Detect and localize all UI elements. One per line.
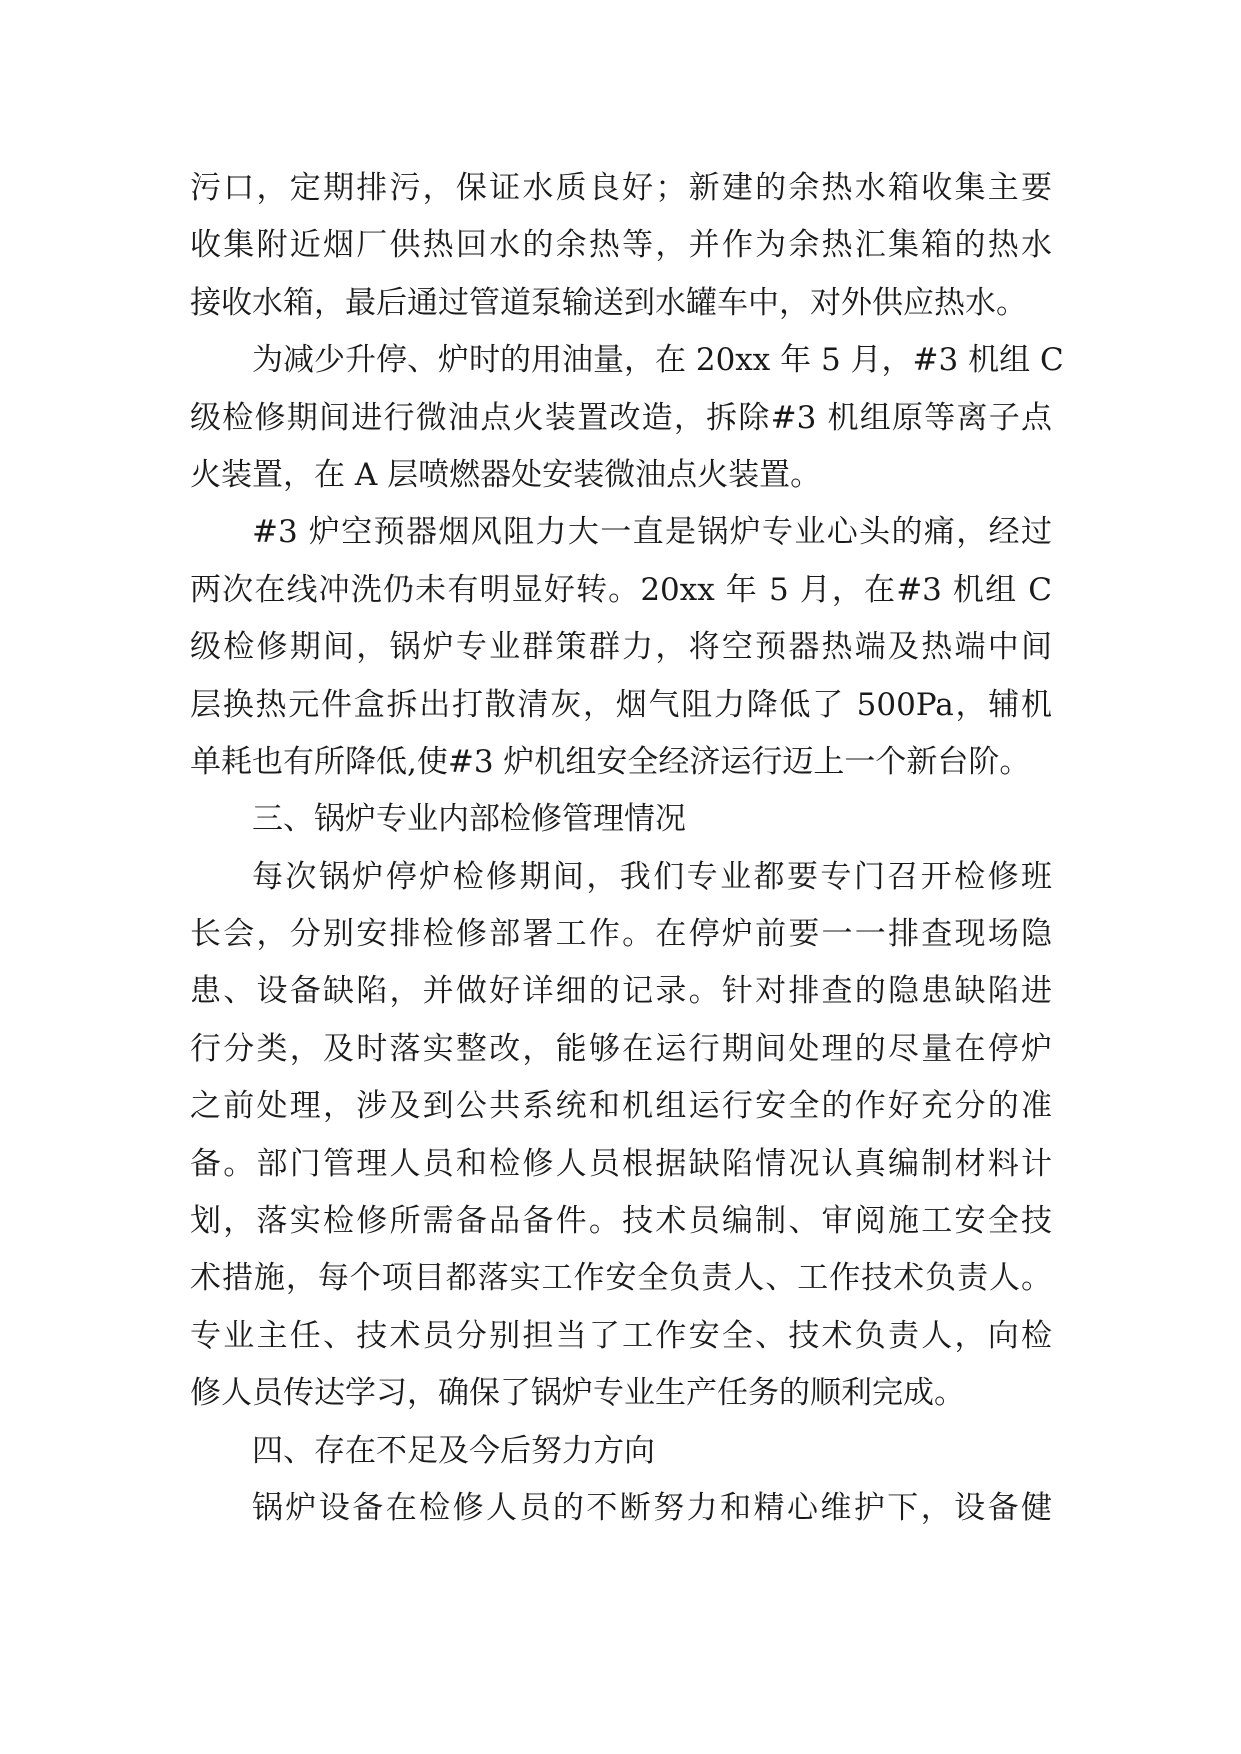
- text-line: 划，落实检修所需备品备件。技术员编制、审阅施工安全技: [190, 1203, 1052, 1240]
- text-line: 接收水箱，最后通过管道泵输送到水罐车中，对外供应热水。: [190, 284, 1027, 321]
- text-line: 级检修期间进行微油点火装置改造，拆除#3 机组原等离子点: [190, 399, 1052, 436]
- text-line: 备。部门管理人员和检修人员根据缺陷情况认真编制材料计: [190, 1145, 1052, 1182]
- text-line: 单耗也有所降低,使#3 炉机组安全经济运行迈上一个新台阶。: [190, 743, 1031, 780]
- text-line: 级检修期间，锅炉专业群策群力，将空预器热端及热端中间: [190, 629, 1052, 666]
- text-line: 术措施，每个项目都落实工作安全负责人、工作技术负责人。: [190, 1260, 1052, 1297]
- section-heading: 三、锅炉专业内部检修管理情况: [252, 801, 686, 838]
- text-line: 锅炉设备在检修人员的不断努力和精心维护下，设备健: [252, 1489, 1052, 1526]
- text-line: 之前处理，涉及到公共系统和机组运行安全的作好充分的准: [190, 1088, 1052, 1125]
- text-line: 火装置，在 A 层喷燃器处安装微油点火装置。: [190, 456, 822, 493]
- body-text: [190, 160, 1064, 1537]
- section-heading: 四、存在不足及今后努力方向: [252, 1432, 655, 1469]
- text-line: 患、设备缺陷，并做好详细的记录。针对排查的隐患缺陷进: [190, 973, 1052, 1010]
- text-line: 长会，分别安排检修部署工作。在停炉前要一一排查现场隐: [190, 916, 1052, 953]
- text-line: 两次在线冲洗仍未有明显好转。20xx 年 5 月，在#3 机组 C: [190, 571, 1052, 608]
- text-line: 每次锅炉停炉检修期间，我们专业都要专门召开检修班: [252, 858, 1052, 895]
- text-line: 为减少升停、炉时的用油量，在 20xx 年 5 月，#3 机组 C: [252, 342, 1064, 379]
- text-line: 专业主任、技术员分别担当了工作安全、技术负责人，向检: [190, 1317, 1052, 1354]
- text-line: 污口，定期排污，保证水质良好；新建的余热水箱收集主要: [190, 170, 1052, 206]
- text-line: 行分类，及时落实整改，能够在运行期间处理的尽量在停炉: [190, 1030, 1052, 1067]
- text-line: #3 炉空预器烟风阻力大一直是锅炉专业心头的痛，经过: [252, 514, 1052, 551]
- text-line: 层换热元件盒拆出打散清灰，烟气阻力降低了 500Pa，辅机: [190, 686, 1052, 723]
- text-line: 修人员传达学习，确保了锅炉专业生产任务的顺利完成。: [190, 1375, 965, 1412]
- text-line: 收集附近烟厂供热回水的余热等，并作为余热汇集箱的热水: [190, 227, 1052, 264]
